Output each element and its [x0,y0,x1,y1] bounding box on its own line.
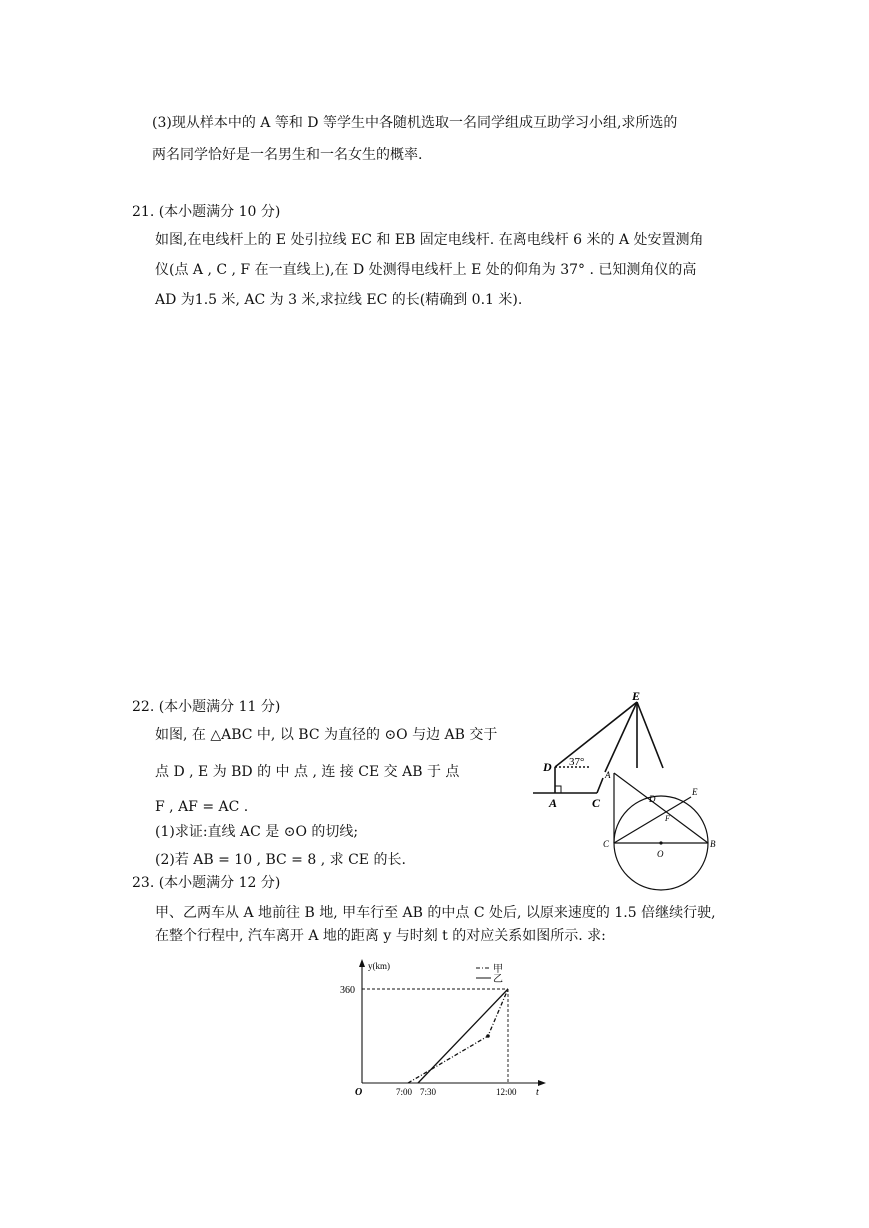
x-tick-label: 7:30 [420,1087,437,1097]
q23-line2: 在整个行程中, 汽车离开 A 地的距离 y 与时刻 t 的对应关系如图所示. 求: [155,928,606,944]
center-dot [659,841,662,844]
wire-eb [637,702,663,768]
label-b: B [710,839,716,849]
q21-header: 21. (本小题满分 10 分) [132,204,281,220]
y-axis-arrow [359,959,365,967]
sight-line-de [555,702,637,767]
y-tick-360: 360 [340,985,355,996]
right-angle-mark [555,786,561,793]
x-tick-label: 7:00 [396,1087,413,1097]
x-axis-label: t [536,1087,539,1098]
q22-line1: 如图, 在 △ABC 中, 以 BC 为直径的 ⊙O 与边 AB 交于 [155,727,498,743]
q22-header: 22. (本小题满分 11 分) [132,699,281,715]
q22-line3: F , AF = AC . [155,799,249,815]
label-d: D [543,760,552,774]
series-line-jia [408,989,508,1083]
series-line-yi [418,989,508,1083]
q21-line1: 如图,在电线杆上的 E 处引拉线 EC 和 EB 固定电线杆. 在离电线杆 6 米的 A 处安置测角 [155,232,704,248]
q22-part2: (2)若 AB = 10 , BC = 8 , 求 CE 的长. [155,852,406,868]
label-f: F [665,814,670,823]
q23-header: 23. (本小题满分 12 分) [132,875,281,891]
q20-part3-line2: 两名同学恰好是一名男生和一名女生的概率. [152,147,423,163]
angle-label: 37° [569,756,585,768]
label-o: O [657,849,664,859]
label-c: C [603,839,610,849]
label-a: A [605,770,611,780]
label-d: D [649,794,656,804]
label-e: E [692,787,698,797]
q23-chart [330,955,560,1100]
side-ab [614,773,708,843]
origin-label: O [355,1087,363,1098]
q21-line2: 仪(点 A , C , F 在一直线上),在 D 处测得电线杆上 E 处的仰角为 37° . 已知测角仪的高 [155,262,697,278]
q20-part3-line1: (3)现从样本中的 A 等和 D 等学生中各随机选取一名同学组成互助学习小组,求所选的 [152,115,678,131]
series-point [486,1034,490,1038]
q23-line1: 甲、乙两车从 A 地前往 B 地, 甲车行至 AB 的中点 C 处后, 以原来速度的 1.5 倍继续行驶, [155,905,716,921]
q21-line3: AD 为1.5 米, AC 为 3 米,求拉线 EC 的长(精确到 0.1 米). [155,292,523,308]
label-c: C [592,796,601,810]
legend-label-yi: 乙 [493,974,503,985]
wire-ec [605,702,637,772]
y-axis-label: y(km) [368,961,390,971]
q22-part1: (1)求证:直线 AC 是 ⊙O 的切线; [155,824,359,840]
legend-label-jia: 甲 [493,964,503,975]
x-axis-arrow [538,1080,546,1086]
q22-circle-figure [598,765,728,893]
label-a: A [549,796,558,810]
x-tick-label: 12:00 [496,1087,517,1097]
label-e: E [632,689,641,703]
q22-line2: 点 D , E 为 BD 的 中 点 , 连 接 CE 交 AB 于 点 [155,764,460,780]
